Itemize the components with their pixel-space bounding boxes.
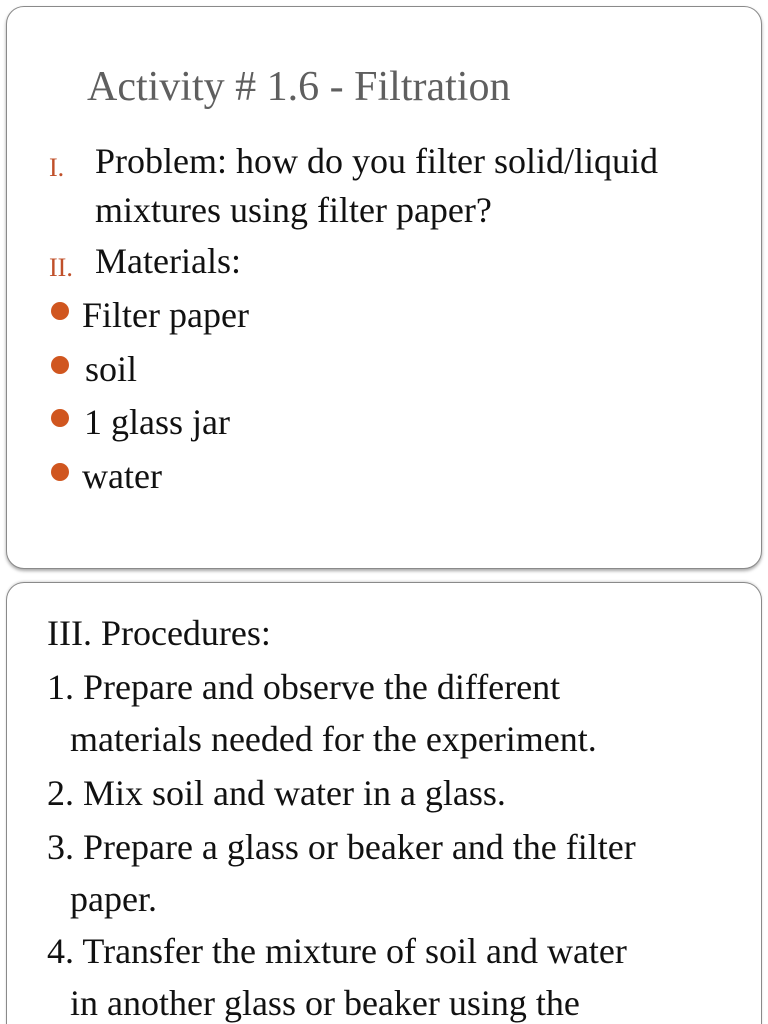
step-line-2: paper. [70, 879, 157, 919]
materials-label: Materials: [95, 241, 241, 281]
material-text: Filter paper [82, 295, 249, 335]
step-line-2: materials needed for the experiment. [70, 719, 597, 759]
material-text: water [82, 456, 162, 496]
slide-title: Activity # 1.6 - Filtration [87, 64, 511, 110]
materials-numeral: II. [49, 253, 73, 282]
bullet-dot-icon [51, 356, 69, 374]
slide-activity [6, 6, 762, 569]
procedure-step [47, 767, 506, 819]
problem-text [95, 137, 735, 235]
problem-line-2: mixtures using filter paper? [95, 190, 492, 230]
bullet-dot-icon [51, 463, 69, 481]
step-line-1: 1. Prepare and observe the different [47, 667, 561, 707]
procedure-step [47, 821, 636, 925]
step-line-2: in another glass or beaker using the [70, 983, 580, 1023]
material-text: soil [85, 349, 138, 389]
step-line-1: 2. Mix soil and water in a glass. [47, 773, 506, 813]
procedure-step [47, 661, 597, 765]
problem-numeral: I. [49, 153, 65, 182]
bullet-dot-icon [51, 302, 69, 320]
problem-line-1: Problem: how do you filter solid/liquid [95, 141, 658, 181]
procedure-step [47, 925, 627, 1024]
step-line-1: 4. Transfer the mixture of soil and water [47, 931, 627, 971]
procedures-heading: III. Procedures: [47, 613, 271, 653]
materials-heading [95, 237, 735, 286]
step-line-1: 3. Prepare a glass or beaker and the filter [47, 827, 636, 867]
slide-procedures [6, 582, 762, 1024]
material-text: 1 glass jar [84, 402, 230, 442]
bullet-dot-icon [51, 409, 69, 427]
